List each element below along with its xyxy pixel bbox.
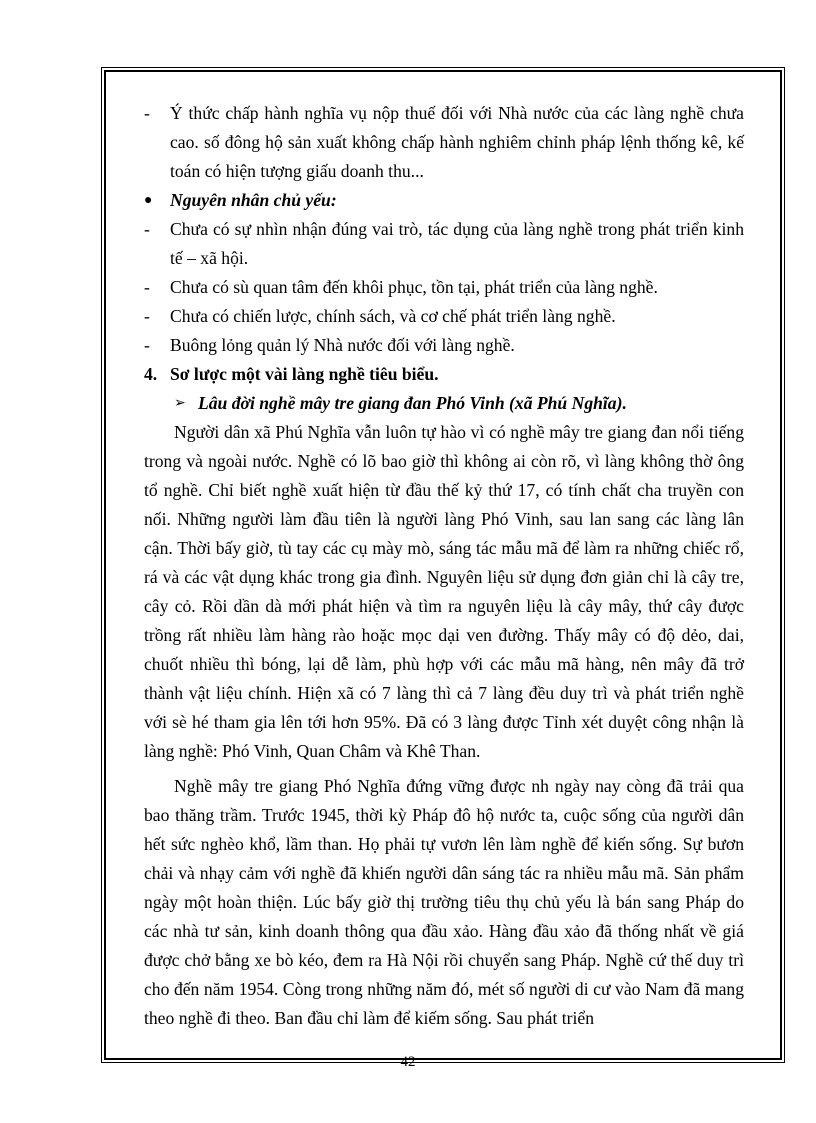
dash-marker: -: [144, 219, 150, 239]
section-title: Sơ lược một vài làng nghề tiêu biểu.: [170, 364, 439, 384]
subsection-title: Lâu đời nghề mây tre giang đan Phó Vinh (xã Phú Nghĩa).: [198, 393, 627, 413]
list-item: [144, 273, 744, 302]
dash-marker: -: [144, 103, 150, 123]
list-item: [144, 215, 744, 273]
page-number: 42: [400, 1054, 416, 1070]
causes-heading: Nguyên nhân chủ yếu:: [170, 190, 337, 210]
dash-marker: -: [144, 277, 150, 297]
list-item-text: Buông lỏng quản lý Nhà nước đối với làng nghề.: [170, 335, 515, 355]
list-item: [144, 302, 744, 331]
list-item: [144, 331, 744, 360]
page-content: [144, 99, 744, 1033]
list-item-text: Chưa có sự nhìn nhận đúng vai trò, tác dụng của làng nghề trong phát triển kinh tế – xã hội.: [170, 219, 744, 268]
dash-marker: -: [144, 306, 150, 326]
arrow-bullet-icon: ➢: [174, 396, 186, 411]
list-item: [144, 99, 744, 186]
subsection-heading: [144, 389, 744, 418]
dash-marker: -: [144, 335, 150, 355]
causes-heading-item: [144, 186, 744, 215]
section-number: 4.: [144, 364, 158, 384]
paragraph: Người dân xã Phú Nghĩa vẫn luôn tự hào vì có nghề mây tre giang đan nổi tiếng trong và ngoài nước. Nghề có lõ bao giờ thì không ai còn rõ, vì làng không thờ ông tổ nghề. Chỉ biết nghề xuất hiện từ đầu thế kỷ thứ 17, có tính chất cha truyền con nối. Những người làm đầu tiên là người làng Phó Vinh, sau lan sang các làng lân cận. Thời bấy giờ, tù tay các cụ mày mò, sáng tác mẫu mã để làm ra những chiếc rổ, rá và các vật dụng khác trong gia đình. Nguyên liệu sử dụng đơn giản chỉ là cây tre, cây cỏ. Rồi dần dà mới phát hiện và tìm ra nguyên liệu là cây mây, thứ cây được trồng rất nhiều làm hàng rào hoặc mọc dại ven đường. Thấy mây có độ dẻo, dai, chuốt nhiều thì bóng, lại dễ làm, phù hợp với các mẫu mã hàng, nên mây đã trở thành vật liệu chính. Hiện xã có 7 làng thì cả 7 làng đều duy trì và phát triển nghề với sè hé tham gia lên tới hơn 95%. Đã có 3 làng được Tỉnh xét duyệt công nhận là làng nghề: Phó Vinh, Quan Châm và Khê Than.: [144, 422, 744, 761]
list-item-text: Chưa có sù quan tâm đến khôi phục, tồn tại, phát triển của làng nghề.: [170, 277, 658, 297]
section-heading: [144, 360, 744, 389]
paragraph: Nghề mây tre giang Phó Nghĩa đứng vững được nh ngày nay còng đã trải qua bao thăng trầm. Trước 1945, thời kỳ Pháp đô hộ nước ta, cuộc sống của người dân hết sức nghèo khổ, lầm than. Họ phải tự vươn lên làm nghề để kiến sống. Sự bươn chải và nhạy cảm với nghề đã khiến người dân sáng tác ra nhiều mẫu mã. Sản phẩm ngày một hoàn thiện. Lúc bấy giờ thị trường tiêu thụ chủ yếu là bán sang Pháp do các nhà tư sản, kinh doanh thông qua đầu xảo. Hàng đầu xảo đã thống nhất về giá được chở bằng xe bò kéo, đem ra Hà Nội rồi chuyển sang Pháp. Nghề cứ thế duy trì cho đến năm 1954. Còng trong những năm đó, mét số người di cư vào Nam đã mang theo nghề đi theo. Ban đầu chỉ làm để kiếm sống. Sau phát triển: [144, 776, 744, 1028]
list-item-text: Ý thức chấp hành nghĩa vụ nộp thuế đối với Nhà nước của các làng nghề chưa cao. số đông hộ sản xuất không chấp hành nghiêm chỉnh pháp lệnh thống kê, kế toán có hiện tượng giấu doanh thu...: [170, 103, 744, 181]
list-item-text: Chưa có chiến lược, chính sách, và cơ chế phát triển làng nghề.: [170, 306, 616, 326]
bullet-icon: ●: [144, 193, 153, 208]
